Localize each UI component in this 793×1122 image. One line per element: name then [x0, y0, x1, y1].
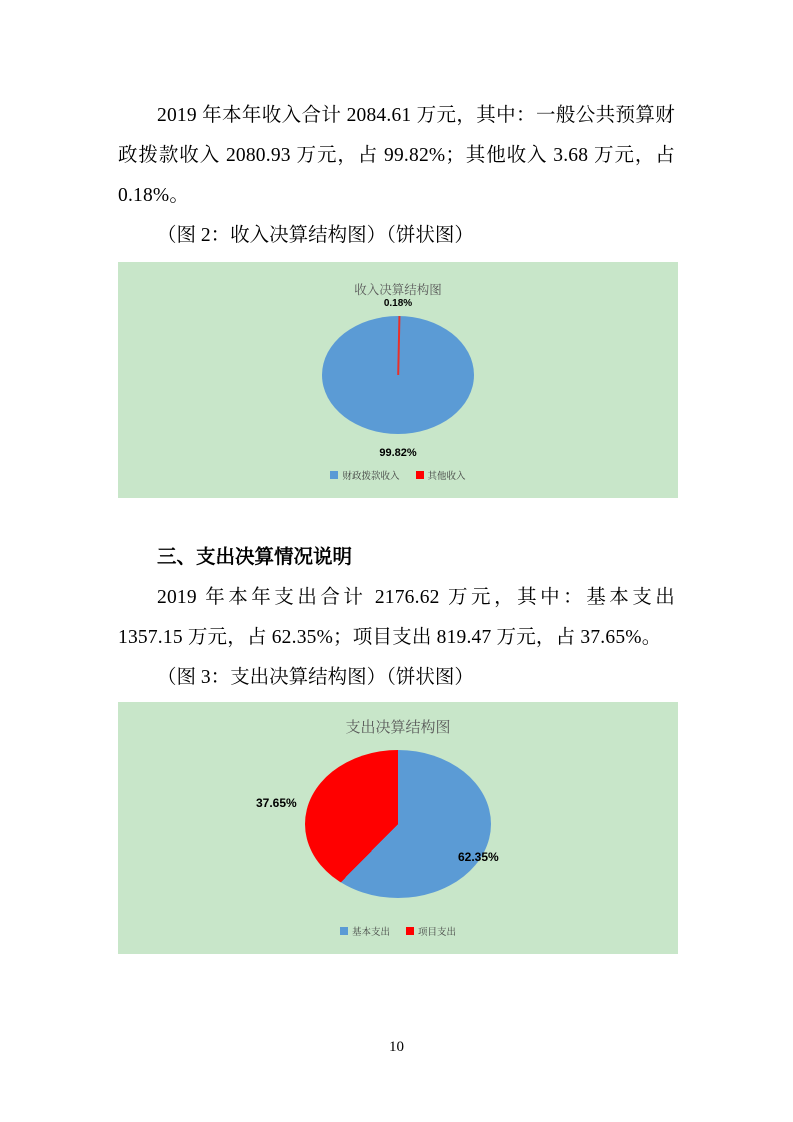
legend-label: 项目支出 [418, 927, 457, 938]
legend-item-basic-expenditure [340, 924, 390, 938]
legend-swatch-icon [340, 927, 348, 935]
caption-chart3: （图 3：支出决算结构图）（饼状图） [157, 667, 474, 688]
legend-item-project-expenditure [406, 924, 456, 938]
pie-label-project-expenditure: 37.65% [256, 796, 297, 810]
legend-item-fiscal-appropriation [330, 468, 399, 482]
caption-chart2: （图 2：收入决算结构图）（饼状图） [157, 225, 474, 246]
pie-label-fiscal-appropriation: 99.82% [379, 447, 417, 459]
chart-title: 收入决算结构图 [354, 283, 442, 297]
legend-label: 财政拨款收入 [342, 471, 400, 482]
chart-legend [118, 924, 678, 938]
pie-slice-other-income [397, 316, 400, 375]
chart-title: 支出决算结构图 [345, 719, 451, 736]
page-number: 10 [389, 1039, 404, 1055]
chart-expenditure-structure [118, 702, 678, 954]
pie-chart-income [322, 316, 474, 434]
chart-income-structure [118, 262, 678, 498]
pie-label-basic-expenditure: 62.35% [458, 850, 499, 864]
chart-legend [118, 468, 678, 482]
paragraph-expenditure-summary: 2019 年本年支出合计 2176.62 万元，其中：基本支出 1357.15 万元，占 62.35%；项目支出 819.47 万元，占 37.65%。 [118, 587, 675, 648]
legend-item-other-income [416, 468, 466, 482]
legend-label: 其他收入 [427, 471, 466, 482]
pie-slice-group [322, 316, 474, 434]
legend-label: 基本支出 [351, 927, 390, 938]
legend-swatch-icon [416, 471, 424, 479]
legend-swatch-icon [330, 471, 338, 479]
pie-slice-group [305, 750, 491, 898]
heading-section-expenditure: 三、支出决算情况说明 [157, 547, 353, 568]
pie-label-other-income: 0.18% [383, 298, 413, 309]
paragraph-income-summary: 2019 年本年收入合计 2084.61 万元，其中：一般公共预算财政拨款收入 2080.93 万元，占 99.82%；其他收入 3.68 万元，占 0.18%。 [118, 105, 675, 206]
pie-chart-expenditure [305, 750, 491, 898]
legend-swatch-icon [406, 927, 414, 935]
